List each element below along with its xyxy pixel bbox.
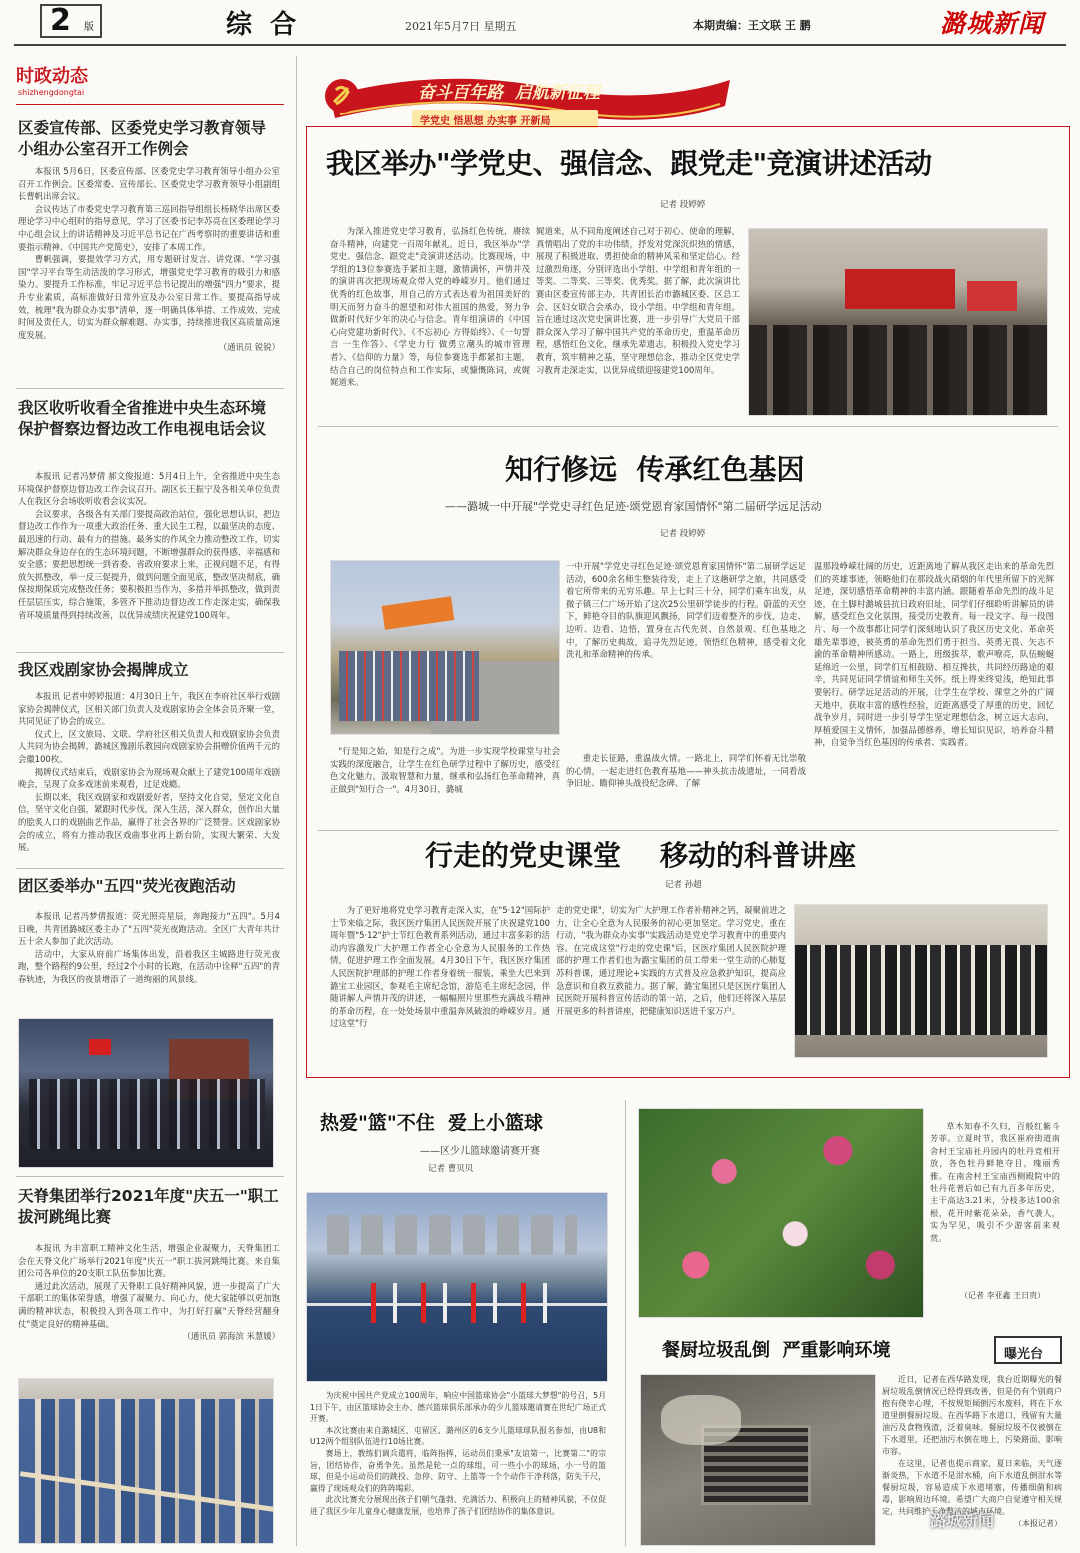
article-1-para-1: 本报讯 5月6日，区委宣传部、区委党史学习教育领导小组办公室召开工作例会。区委常委、宣传部长、区委党史学习教育领导小组副组长曹帆出席会议。 (18, 166, 280, 202)
stage-screen (845, 269, 955, 309)
article-4-title: 团区委举办"五四"荧光夜跑活动 (18, 877, 236, 895)
main2-subtitle: ——潞城一中开展"学党史寻红色足迹·颂党恩育家国情怀"第二届研学远足活动 (445, 500, 822, 513)
article-rule-1 (16, 388, 284, 389)
sports-byline: 记者 曹贝贝 (428, 1164, 474, 1174)
kitchen-para-2: 在这里，记者也提示商家，夏日来临，天气逐渐炎热，下水道不是泔水桶，向下水道乱倒泔水等餐厨垃圾，容易造成下水道堵塞，传播细菌和病毒，影响周边环境。希望广大商户自觉遵守相关规定，共同维护干净整洁的城市环境。 (882, 1459, 1062, 1516)
hiking-photo (330, 560, 560, 735)
main1-col-1: 为深入推进党史学习教育，弘扬红色传统，赓续奋斗精神，向建党一百周年献礼。近日，我区举办"学党史、强信念、跟党走"竞演讲述活动。比赛现场，中学组的13位参赛选手紧扣主题，激情满怀，声情并茂的演讲再次把现场观众带入党的峥嵘岁月。他们通过优秀的红色故事，用自己的方式表达着为祖国美好的明天而努力奋斗的愿望和对伟大祖国的热爱，努力争做新时代好少年的决心与信念。青年组演讲的《中国心向党建功新时代》、《不忘初心 方得始终》、《一句誓言 一生作答》、《学史力行 做勇立潮头的城市管理者》、《信仰的力量》等，每位参赛选手都紧扣主题，结合自己的岗位特点和工作实际，或慷慨陈词，或娓娓道来。 (330, 226, 530, 388)
main2-byline: 记者 段婷婷 (660, 529, 706, 539)
peony-text (930, 1120, 1060, 1298)
article-2-title: 我区收听收看全省推进中央生态环境保护督察边督边改工作电视电话会议 (18, 399, 267, 438)
article-4-para-2: 活动中，大家从府前广场集体出发，沿着我区主城路进行荧光夜跑，整个路程约9公里，经过2个小时的长跑，在活动中诠释"五四"的青春轨迹，为我区的夜景增添了一道绚丽的风景线。 (18, 948, 280, 984)
article-3-para-4: 长期以来，我区戏剧家和戏剧爱好者，坚持文化自觉，坚定文化自信，坚守文化自强，紧跟时代步伐，深入生活，深入群众，创作出大量的脍炙人口的戏剧曲艺作品，赢得了社会各界的广泛赞誉。区戏剧家协会的成立，将有力推动我区戏曲事业再上新台阶，实现大繁荣、大发展。 (18, 791, 280, 853)
main3-byline: 记者 孙超 (665, 880, 702, 890)
article-rule-2 (16, 652, 284, 653)
kitchen-para-1: 近日，记者在西华路发现，我台近期曝光的餐厨垃圾乱倒情况已经得到改善，但是仍有个别商户抱有侥幸心理，不按规矩倾倒污水废料，将在下水道里倒餐厨垃圾。在西华路下水道口，残留有大量油污及食物残渣，泛着臭味。餐厨垃圾不仅被倒在下水道里，还把油污水倒在地上，污染路面，影响市容。 (882, 1375, 1062, 1456)
article-5-title: 天脊集团举行2021年度"庆五一"职工拔河跳绳比赛 (18, 1187, 279, 1226)
bottom-divider (625, 1100, 626, 1546)
main2-rule (318, 830, 1058, 831)
page-number: 2 (50, 3, 71, 38)
tug-of-war-photo (18, 1378, 274, 1544)
night-run-photo (18, 1018, 274, 1168)
article-3-para-2: 仪式上，区文旅局、文联、学府社区相关负责人和戏剧家协会负责人共同为协会揭牌，潞城区豫剧乐教园向戏剧家协会捐赠价值两千元的会徽100枚。 (18, 728, 280, 764)
article-4-para-1: 本报讯 记者冯梦倩报道：荧光照亮星辰，奔跑接力"五四"。5月4日晚，共青团潞城区委主办了"五四"荧光夜跑活动。全区广大青年共计五十余人参加了此次活动。 (18, 911, 280, 947)
column-pinyin: shizhengdongtai (18, 88, 85, 97)
banner-subslogan: 学党史 悟思想 办实事 开新局 (420, 116, 551, 127)
article-2-body (18, 470, 280, 650)
article-1-source: （通讯员 锐锐） (218, 342, 280, 353)
masthead-logo: 潞城新闻 (940, 9, 1045, 38)
kitchen-source: （本报记者） (1014, 1519, 1062, 1528)
party-banner (310, 66, 1070, 132)
article-rule-3 (16, 868, 284, 869)
main3-col-1: 为了更好地将党史学习教育走深入实，在"5·12"国际护士节来临之际，我区医疗集团人民医院开展了庆祝建党100周年暨"5·12"护士节红色教育系列活动，通过丰富多彩的活动内容激发广大护理工作者全心全意为人民服务的工作热情，促进护理工作全面发展。4月30日下午，我区医疗集团人民医院护理部的护理工作者身着统一服装，乘坐大巴来到潞宝工业园区，参观毛主席纪念馆，游览毛主席纪念园，伴随讲解人声情并茂的讲述，一幅幅照片里那些充满战斗精神的革命历程，在一处处场景中重温奔风破浪的峥嵘岁月。通过这堂"行 (330, 905, 550, 1029)
night-run-crowd (29, 1079, 265, 1149)
header-rule (14, 44, 1066, 46)
article-rule-4 (16, 1176, 284, 1177)
audience (749, 325, 1048, 416)
exposure-badge (994, 1336, 1062, 1364)
section-name: 综 合 (226, 10, 297, 40)
article-5-para-1: 本报讯 为丰富职工精神文化生活，增强企业凝聚力，天脊集团工会在天脊文化广场举行2021年度"庆五一"职工拔河跳绳比赛。来自集团公司各单位的20支职工队伍参加比赛。 (18, 1243, 280, 1279)
article-1-body (18, 165, 280, 381)
article-3-body (18, 690, 280, 862)
main3-col-2: 走的党史课"，切实为广大护理工作者补精神之钙，凝聚前进之力，让全心全意为人民服务的初心更加坚定。学习党史，重在行动，"我为群众办实事"实践活动是党史学习教育中的重要内容。在完成这堂"行走的党史课"后，区医疗集团人民医院护理部的护理工作者们也为潞宝集团的员工带来一堂生动的心肺复苏科普课，通过理论+实践的方式普及应急救护知识，提高应急意识和自救互救能力。据了解，潞宝集团只是区医疗集团人民医院开展科普宣传活动的第一站，之后，他们还将深入基层开展更多的科普讲座，把健康知识送进千家万户。 (556, 905, 786, 1016)
stage-screen-right (967, 281, 1017, 311)
basketball-photo (306, 1192, 608, 1382)
banner-slogan: 奋斗百年路 启航新征程 (418, 83, 600, 103)
page-editors: 本期责编：王文联 王 鹏 (693, 19, 811, 32)
main1-byline: 记者 段婷婷 (660, 200, 706, 210)
article-4-body (18, 910, 280, 1010)
sports-subtitle: ——区少儿篮球邀请赛开赛 (420, 1146, 540, 1157)
article-2-para-2: 会议要求，各级各有关部门要提高政治站位，强化思想认识，把边督边改工作作为一项重大政治任务、重大民生工程，以最坚决的态度、最迅速的行动、最有力的措施、最务实的作风全力推动整改工作，切实解决群众身边存在的生态环境问题，不断增强群众的获得感、幸福感和安全感；要把思想统一到省委、省政府要求上来，正视问题不足，有得放矢抓整改，举一反三促提升，做到问题全面见底，整改坚决彻底，确保按期保质完成整改任务；要积极担当作为，多措并举抓整改，做到责任层层压实，综合施策，多管齐下推动边督边改工作走深走实，确保我省环境质量得到持续改善，以优异成绩庆祝建党100周年。 (18, 508, 280, 620)
hiking-students (339, 651, 479, 721)
article-1-para-3: 曹帆强调，要提效学习方式，用专题研讨发言、讲党课、"学习强国"学习平台等生动活泼的学习形式，增强党史学习教育的吸引力和感染力。要提升工作标准，牢记习近平总书记提出的增强"四力"要求，提升专业素质，高标准做好日常外宣及办公室日常工作。要提高指导成效，梳理"我为群众办实事"清单，逐一明确具体举措、工作成效、完成时间及责任人，切实为群众解难题、办实事，持续推进我区高质量高速度发展。 (18, 254, 280, 340)
exposure-badge-text: 曝光台 (1004, 1347, 1044, 1362)
article-5-source: （通讯员 郭海滨 米慧媛） (182, 1331, 280, 1342)
peony-byline: （记者 李亚鑫 王日贵） (960, 1291, 1046, 1300)
article-5-para-2: 通过此次活动，展现了天脊职工良好精神风貌，进一步提高了广大干部职工的集体荣誉感，增强了凝聚力、向心力，使大家能够以更加饱满的精神状态，积极投入到各项工作中，为打好打赢"天脊经营翻身仗"奠定良好的精神基础。 (18, 1280, 280, 1329)
tug-crowd (19, 1399, 274, 1544)
party-emblem-icon (324, 78, 360, 114)
header-bar (0, 0, 1080, 46)
basketball-buildings (327, 1215, 577, 1255)
sports-para-4: 此次比赛充分展现出孩子们朝气蓬勃、充满活力、积极向上的精神风貌，不仅促进了我区少年儿童身心健康发展，也培养了孩子们团结协作的集体意识。 (310, 1495, 606, 1516)
article-5-body (18, 1242, 280, 1372)
column-title: 时政动态 (16, 66, 88, 87)
sports-para-3: 赛场上，教练们调兵遣将，临阵指挥，运动员们秉承"友谊第一，比赛第二"的宗旨，团结协作，奋勇争先。虽然是轮一点的球组，可一些小小的球场，小一号的篮球，但是小运动员们的跳投、急停、防守、上篮等一个个动作干净利落，防失干尺，赢得了现场观众们的阵阵喝彩。 (310, 1448, 606, 1493)
article-1-para-2: 会议传达了市委党史学习教育第三巡回指导组组长杨晓华出席区委理论学习中心组时的指导意见，学习了区委书记李苏亮在区委理论学习中心组会议上的讲话精神及习近平总书记在广西考察时的重要讲话和重要指示精神、《中国共产党简史》，安排了本周工作。 (18, 203, 280, 252)
main1-title: 我区举办"学党史、强信念、跟党走"竞演讲述活动 (326, 147, 932, 180)
nurses-group (795, 945, 1048, 1035)
main2-col-right: 温那段峥嵘壮阔的历史，近距离地了解从我区走出来的革命先烈们的英雄事迹，领略他们在那段战火硝烟的年代里所留下的光辉足迹，深切感悟革命精神的丰富内涵。跟随着革命先烈的战斗足迹，在土脚村潞城县抗日政府旧址，同学们仔细聆听讲解员的讲解，感受红色文化氛围，接受历史教育。每一段文字、每一段图片、每一个故事都让同学们深刻地认识了我区历史文化、革命英雄先辈事迹，被英勇的革命先烈们勇于担当、英勇无畏、矢志不渝的革命精神所感动。一路上，班级拔萃，歌声嘹亮，队伍蜿蜒延绵近一公里，同学们互相鼓励、相互搀扶，共同经历路途的艰辛，共同见证同学情谊和师生关怀。纸上得来终觉浅，绝知此事要躬行。研学远足活动的开展，让学生在学校、课堂之外的广阔天地中，获取丰富的感性经验，近距离感受了厚重的历史，回忆战争岁月，同时进一步引导学生坚定理想信念，树立远大志向，厚植爱国主义情怀，加强品德修养，增长知识见识，培养奋斗精神，自觉争当红色基因的传承者、实践者。 (814, 561, 1054, 748)
issue-date: 2021年5月7日 星期五 (405, 20, 517, 33)
column-header (16, 60, 126, 106)
column-header-rule (16, 104, 284, 105)
main2-col-top: 一中开展"学党史寻红色足迹·颂党恩育家国情怀"第二届研学远足活动，600余名师生整装待发，走上了这趟研学之旅，共同感受着它所带来的无穷乐趣。早上七时三十分，同学们乘车出发，从微子镇三仁广场开始了这次25公里研学徒步的行程。蔚蓝的天空下，鲜艳夺目的队旗迎风飘扬，同学们迈着整齐的步伐，边走、边听、边看、边悟，置身在古代先贤、自然景观、红色基地之中，了解历史典故，追寻先烈足迹，领悟红色精神，感受着文化洗礼和革命精神的传承。 (566, 561, 806, 660)
nurses-photo (794, 904, 1048, 1058)
page-unit: 版 (84, 22, 94, 33)
main2-col-bottom: "行是知之始，知是行之成"。为进一步实现学校课堂与社会实践的深度融合，让学生在红色研学过程中了解历史，感受红色文化魅力，汲取智慧和力量，继承和弘扬红色革命精神，真正做到"知行合一"。4月30日，潞城 (330, 746, 560, 794)
peony-photo (638, 1108, 924, 1318)
kitchen-title: 餐厨垃圾乱倒 严重影响环境 (662, 1340, 891, 1361)
main2-col-mid-bottom: 重走长征路，重温战火情。一路北上，同学们怀着无比崇敬的心情，一起走进红色教育基地——神头抗击战遗址，一同看战争旧址、瞻仰神头战役纪念碑、了解 (566, 753, 806, 789)
article-3-para-1: 本报讯 记者申婷婷报道：4月30日上午，我区在李府社区举行戏剧家协会揭牌仪式，区相关部门负责人及戏剧家协会全体会员齐聚一堂，共同见证了协会的成立。 (18, 691, 280, 727)
main2-title: 知行修远 传承红色基因 (505, 453, 805, 486)
waste-stain (661, 1395, 741, 1445)
sports-para-1: 为庆祝中国共产党成立100周年，响应中国篮球协会"小篮球大梦想"的号召，5月1日下午，由区篮球协会主办、德兴篮球俱乐部承办的少儿篮球邀请赛在世纪广场正式开赛。 (310, 1391, 606, 1424)
main3-title: 行走的党史课堂 移动的科普讲座 (425, 839, 856, 872)
sports-para-2: 本次比赛由来自潞城区、屯留区、潞州区的6支少儿篮球球队报名参加，由U8和U12两个组别队伍进行10场比赛。 (310, 1425, 606, 1447)
article-1-title: 区委宣传部、区委党史学习教育领导小组办公室召开工作例会 (18, 119, 267, 158)
basketball-players (347, 1283, 567, 1323)
watermark: 潞城新闻 (930, 1511, 995, 1530)
article-3-para-3: 揭牌仪式结束后，戏剧家协会为现场观众献上了建党100周年戏剧晚会，呈现了众多戏迷前来观看，过足戏瘾。 (18, 766, 280, 790)
peony-para: 草木知春不久归，百般红紫斗芳菲。立夏时节，我区崔府街道南舍村王宝庙社丹园内的牡丹竞相开放，各色牡丹鲜艳夺目，瑰丽秀雅。在南舍村王宝庙西侧殿院中的牡丹花普后如已有九百多年历史，主干高达3.21米，分枝多达100余根，花开时紫花朵朵，香气袭人，实为罕见，吸引不少游客前来观赏。 (930, 1121, 1060, 1243)
article-2-para-1: 本报讯 记者冯梦倩 郝文俊报道：5月4日上午，全省推进中央生态环境保护督察边督边改工作会议召开。副区长王振宁及各相关单位负责人在我区分会场收听收看会议实况。 (18, 471, 280, 507)
main1-col-2: 娓道来，从不同角度阐述自己对于初心、使命的理解，真情唱出了党的丰功伟绩，抒发对党深沉炽热的情感，展现了积极进取、勇担使命的精神风采和坚定信心。经过激烈角逐，分别评选出小学组、中学组和青年组的一等奖、二等奖、三等奖、优秀奖。据了解，此次演讲比赛由区委宣传部主办，共青团长治市潞城区委、区总工会、区妇女联合会承办，设小学组、中学组和青年组。旨在通过这次党史演讲比赛，进一步引导广大党员干部群众深入学习了解中国共产党的革命历史，重温革命历程，感悟红色文化，继承先辈遗志，积极投入党史学习教育，筑牢精神之基，坚守理想信念，推动全区党史学习教育走深走实，以优异成绩迎接建党100周年。 (536, 226, 740, 375)
sports-title: 热爱"篮"不住 爱上小篮球 (320, 1112, 544, 1134)
speech-contest-photo (748, 228, 1048, 416)
sports-body (310, 1390, 606, 1546)
kitchen-waste-photo (640, 1374, 876, 1546)
main1-rule (318, 426, 1058, 427)
hiking-banner (382, 596, 455, 630)
left-column-divider (296, 56, 297, 1546)
night-run-flag (89, 1039, 111, 1055)
article-3-title: 我区戏剧家协会揭牌成立 (18, 661, 189, 679)
